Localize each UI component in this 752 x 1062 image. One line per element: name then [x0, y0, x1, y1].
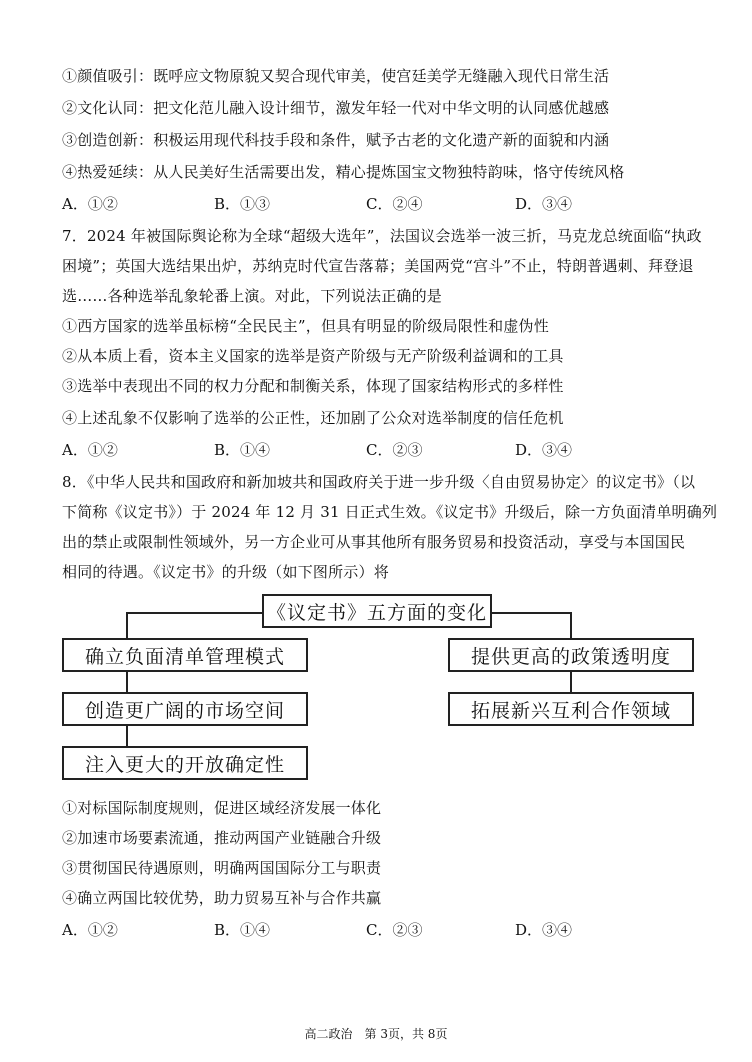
q6-item-1: ①颜值吸引：既呼应文物原貌又契合现代审美，使宫廷美学无缝融入现代日常生活 — [62, 67, 610, 85]
q7-stem-line-1: 7．2024 年被国际舆论称为全球“超级大选年”，法国议会选举一波三折，马克龙总统面临“执政 — [62, 227, 702, 245]
q6-option-c: C．②④ — [366, 195, 423, 213]
q8-stem-line-1: 8．《中华人民共和国政府和新加坡共和国政府关于进一步升级〈自由贸易协定〉的议定书》（以 — [62, 473, 696, 491]
q8-item-2: ②加速市场要素流通，推动两国产业链融合升级 — [62, 829, 382, 847]
q7-item-1: ①西方国家的选举虽标榜“全民民主”，但具有明显的阶级局限性和虚伪性 — [62, 317, 549, 335]
q7-option-c: C．②③ — [366, 441, 423, 459]
diagram-connector-right-drop — [570, 612, 572, 638]
diagram-right-box-1: 提供更高的政策透明度 — [448, 638, 694, 672]
q8-item-4: ④确立两国比较优势，助力贸易互补与合作共赢 — [62, 889, 382, 907]
diagram-connector-left-drop — [126, 612, 128, 638]
q8-stem-line-4: 相同的待遇。《议定书》的升级（如下图所示）将 — [62, 563, 389, 581]
diagram-connector-right-1-2 — [570, 670, 572, 692]
q8-stem-line-2: 下简称《议定书》）于 2024 年 12 月 31 日正式生效。《议定书》升级后，除一方负面清单明确列 — [62, 503, 718, 521]
q6-item-3: ③创造创新：积极运用现代科技手段和条件，赋予古老的文化遗产新的面貌和内涵 — [62, 131, 610, 149]
q8-item-1: ①对标国际制度规则，促进区域经济发展一体化 — [62, 799, 382, 817]
q8-option-c: C．②③ — [366, 921, 423, 939]
q7-option-b: B．①④ — [214, 441, 271, 459]
q6-item-2: ②文化认同：把文化范儿融入设计细节，激发年轻一代对中华文明的认同感优越感 — [62, 99, 610, 117]
diagram-left-box-3: 注入更大的开放确定性 — [62, 746, 308, 780]
q7-item-3: ③选举中表现出不同的权力分配和制衡关系，体现了国家结构形式的多样性 — [62, 377, 564, 395]
page-footer: 高二政治 第 3页，共 8页 — [304, 1027, 448, 1041]
q7-item-2: ②从本质上看，资本主义国家的选举是资产阶级与无产阶级利益调和的工具 — [62, 347, 564, 365]
q8-option-b: B．①④ — [214, 921, 271, 939]
diagram-root-box: 《议定书》五方面的变化 — [262, 594, 492, 628]
diagram-left-box-2: 创造更广阔的市场空间 — [62, 692, 308, 726]
q8-stem-line-3: 出的禁止或限制性领域外，另一方企业可从事其他所有服务贸易和投资活动，享受与本国国民 — [62, 533, 686, 551]
q8-item-3: ③贯彻国民待遇原则，明确两国国际分工与职责 — [62, 859, 382, 877]
diagram-connector-right-horizontal — [492, 612, 572, 614]
diagram-connector-left-horizontal — [126, 612, 262, 614]
diagram-left-box-1: 确立负面清单管理模式 — [62, 638, 308, 672]
q7-option-d: D．③④ — [515, 441, 573, 459]
q8-option-d: D．③④ — [515, 921, 573, 939]
diagram-connector-left-2-3 — [126, 724, 128, 746]
q6-option-d: D．③④ — [515, 195, 573, 213]
q6-option-b: B．①③ — [214, 195, 271, 213]
q7-option-a: A．①② — [62, 441, 118, 459]
q7-stem-line-2: 困境”；英国大选结果出炉，苏纳克时代宣告落幕；美国两党“宫斗”不止，特朗普遇刺、拜登退 — [62, 257, 694, 275]
q7-item-4: ④上述乱象不仅影响了选举的公正性，还加剧了公众对选举制度的信任危机 — [62, 409, 564, 427]
q6-option-a: A．①② — [62, 195, 118, 213]
diagram-right-box-2: 拓展新兴互利合作领域 — [448, 692, 694, 726]
q7-stem-line-3: 选……各种选举乱象轮番上演。对此，下列说法正确的是 — [62, 287, 443, 305]
diagram-connector-left-1-2 — [126, 670, 128, 692]
q8-option-a: A．①② — [62, 921, 118, 939]
q6-item-4: ④热爱延续：从人民美好生活需要出发，精心提炼国宝文物独特韵味，恪守传统风格 — [62, 163, 625, 181]
